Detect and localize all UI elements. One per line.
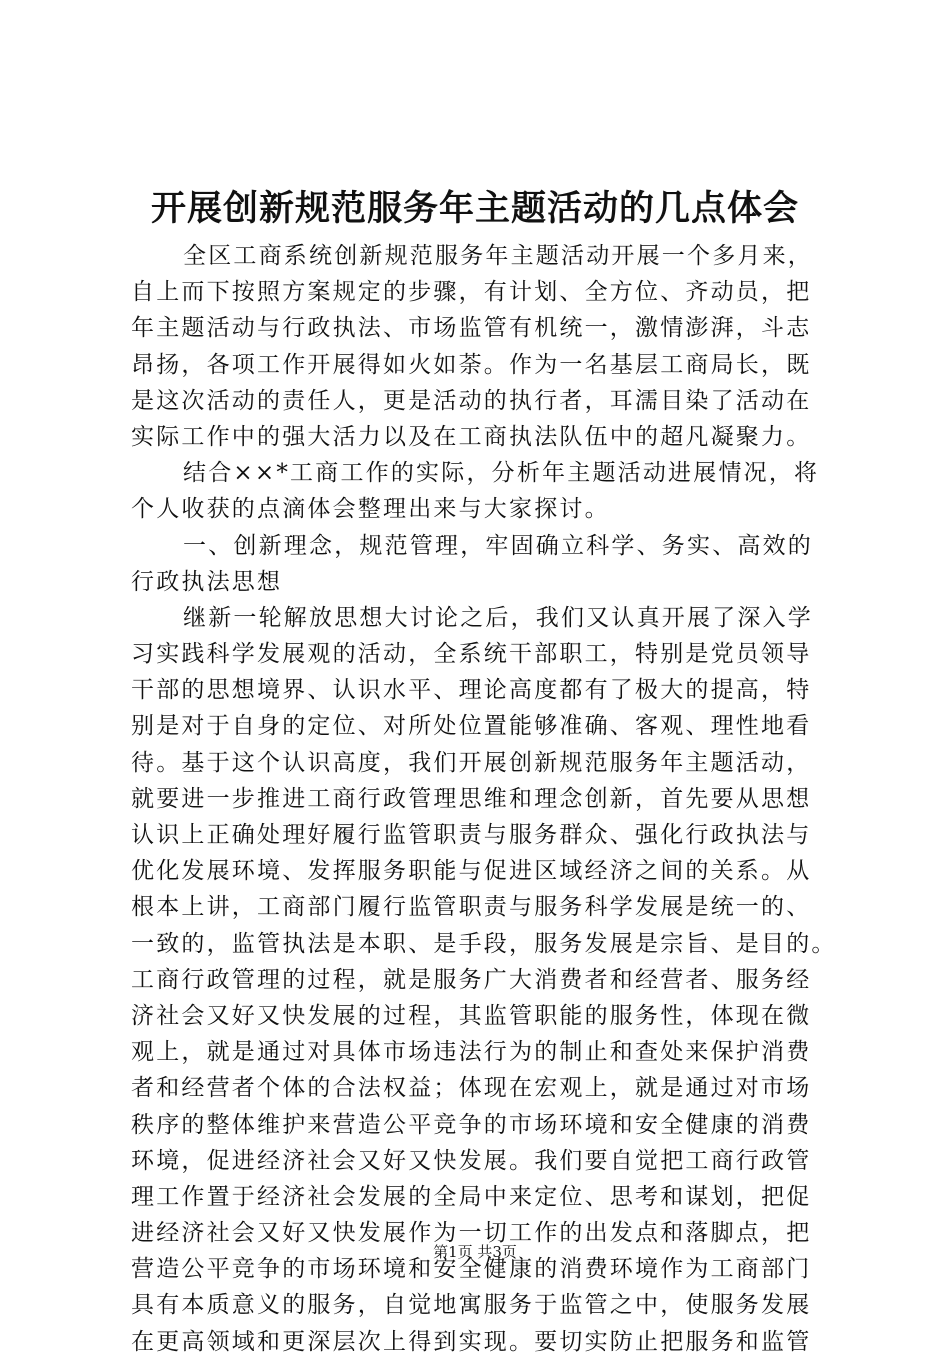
- text-line: 行政执法思想: [131, 568, 283, 595]
- text-line: 理工作置于经济社会发展的全局中来定位、思考和谋划，把促: [131, 1183, 812, 1210]
- document-title: 开展创新规范服务年主题活动的几点体会: [150, 188, 799, 229]
- text-line: 一致的，监管执法是本职、是手段，服务发展是宗旨、是目的。: [131, 930, 837, 957]
- text-line: 秩序的整体维护来营造公平竞争的市场环境和安全健康的消费: [131, 1111, 812, 1138]
- text-line: 优化发展环境、发挥服务职能与促进区域经济之间的关系。从: [131, 858, 812, 885]
- text-line: 实际工作中的强大活力以及在工商执法队伍中的超凡凝聚力。: [131, 423, 812, 450]
- text-line: 全区工商系统创新规范服务年主题活动开展一个多月来，: [183, 243, 813, 269]
- text-line: 个人收获的点滴体会整理出来与大家探讨。: [131, 496, 610, 523]
- text-line: 自上而下按照方案规定的步骤，有计划、全方位、齐动员，把: [131, 279, 812, 306]
- text-line: 观上，就是通过对具体市场违法行为的制止和查处来保护消费: [131, 1039, 812, 1066]
- text-line: 工商行政管理的过程，就是服务广大消费者和经营者、服务经: [131, 966, 812, 993]
- text-line: 别是对于自身的定位、对所处位置能够准确、客观、理性地看: [131, 713, 812, 740]
- text-line: 根本上讲，工商部门履行监管职责与服务科学发展是统一的、: [131, 894, 812, 921]
- text-line: 干部的思想境界、认识水平、理论高度都有了极大的提高，特: [131, 677, 812, 704]
- text-line: 进经济社会又好又快发展作为一切工作的出发点和落脚点，把: [131, 1220, 812, 1247]
- text-line: 环境，促进经济社会又好又快发展。我们要自觉把工商行政管: [131, 1147, 812, 1174]
- text-line: 继新一轮解放思想大讨论之后，我们又认真开展了深入学: [183, 604, 813, 631]
- text-line: 就要进一步推进工商行政管理思维和理念创新，首先要从思想: [131, 785, 812, 812]
- text-line: 营造公平竞争的市场环境和安全健康的消费环境作为工商部门: [131, 1256, 812, 1283]
- page-footer: 第1页 共3页: [433, 1243, 517, 1261]
- text-line: 是这次活动的责任人，更是活动的执行者，耳濡目染了活动在: [131, 387, 812, 414]
- text-line: 结合××*工商工作的实际，分析年主题活动进展情况，将: [183, 460, 820, 487]
- text-line: 年主题活动与行政执法、市场监管有机统一，激情澎湃，斗志: [131, 315, 812, 342]
- text-line: 具有本质意义的服务，自觉地寓服务于监管之中，使服务发展: [131, 1292, 812, 1319]
- text-line: 习实践科学发展观的活动，全系统干部职工，特别是党员领导: [131, 641, 812, 668]
- text-line: 昂扬，各项工作开展得如火如荼。作为一名基层工商局长，既: [131, 351, 812, 378]
- text-line: 认识上正确处理好履行监管职责与服务群众、强化行政执法与: [131, 822, 812, 848]
- text-line: 在更高领域和更深层次上得到实现。要切实防止把服务和监管: [131, 1328, 812, 1355]
- text-line: 一、创新理念，规范管理，牢固确立科学、务实、高效的: [183, 532, 813, 559]
- text-line: 济社会又好又快发展的过程，其监管职能的服务性，体现在微: [131, 1002, 812, 1029]
- text-line: 待。基于这个认识高度，我们开展创新规范服务年主题活动，: [131, 749, 812, 776]
- text-line: 者和经营者个体的合法权益；体现在宏观上，就是通过对市场: [131, 1075, 812, 1102]
- document-body: [131, 238, 843, 1360]
